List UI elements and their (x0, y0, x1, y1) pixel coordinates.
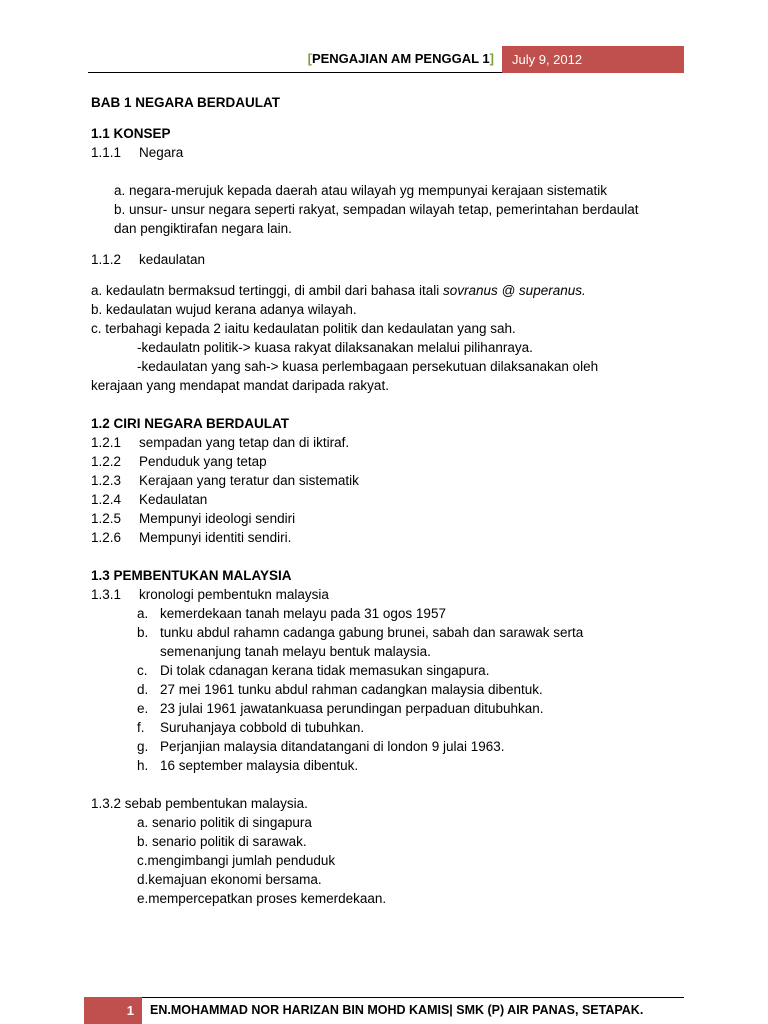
item-text: Mempunyi identiti sendiri. (139, 530, 292, 545)
item-1-1-1 (91, 143, 691, 162)
page-number: 1 (84, 997, 142, 1024)
section-heading-1-3: 1.3 PEMBENTUKAN MALAYSIA (91, 568, 292, 583)
chapter-heading: BAB 1 NEGARA BERDAULAT (91, 95, 280, 110)
section-heading-1-1: 1.1 KONSEP (91, 126, 171, 141)
header-date: July 9, 2012 (502, 46, 684, 73)
list-item (91, 509, 691, 528)
item-text: kemerdekaan tanah melayu pada 31 ogos 1957 (160, 606, 446, 621)
list-item (91, 699, 691, 718)
item-text: 27 mei 1961 tunku abdul rahman cadangkan malaysia dibentuk. (160, 682, 543, 697)
paragraph-line: b. unsur- unsur negara seperti rakyat, sempadan wilayah tetap, pemerintahan berdaulat (114, 202, 639, 217)
item-text: Mempunyi ideologi sendiri (139, 511, 296, 526)
list-item: a. senario politik di singapura (137, 815, 312, 830)
item-number: 1.1.2 (91, 252, 122, 267)
list-item (91, 642, 691, 661)
item-letter: e. (137, 701, 149, 716)
item-text: Di tolak cdanagan kerana tidak memasukan singapura. (160, 663, 490, 678)
item-text: Kedaulatan (139, 492, 208, 507)
list-item (91, 623, 691, 642)
list-item (91, 604, 691, 623)
item-1-3-2: 1.3.2 sebab pembentukan malaysia. (91, 796, 308, 811)
item-letter: f. (137, 720, 145, 735)
item-text: tunku abdul rahamn cadanga gabung brunei, sabah dan sarawak serta (160, 625, 584, 640)
footer-author: EN.MOHAMMAD NOR HARIZAN BIN MOHD KAMIS| SMK (P) AIR PANAS, SETAPAK. (150, 1003, 644, 1017)
list-item: b. senario politik di sarawak. (137, 834, 307, 849)
list-item (91, 680, 691, 699)
paragraph-line: kerajaan yang mendapat mandat daripada rakyat. (91, 378, 389, 393)
item-letter: g. (137, 739, 149, 754)
list-item (91, 661, 691, 680)
item-text: semenanjung tanah melayu bentuk malaysia. (160, 644, 431, 659)
italic-term: sovranus @ superanus. (442, 283, 586, 298)
item-1-1-2 (91, 250, 691, 269)
list-1-3-1 (91, 604, 691, 775)
header-title (308, 51, 494, 66)
item-letter: c. (137, 663, 148, 678)
item-letter: a. (137, 606, 149, 621)
paragraph-line: -kedaulatan yang sah-> kuasa perlembagaan persekutuan dilaksanakan oleh (137, 359, 599, 374)
item-number: 1.2.5 (91, 511, 122, 526)
list-1-3-2 (91, 813, 691, 908)
item-title: Negara (139, 145, 184, 160)
list-item: d.kemajuan ekonomi bersama. (137, 872, 322, 887)
header-bracket-close: ] (489, 51, 494, 66)
item-number: 1.2.4 (91, 492, 122, 507)
header-title-text: PENGAJIAN AM PENGGAL 1 (311, 51, 490, 66)
item-text: 16 september malaysia dibentuk. (160, 758, 359, 773)
item-1-3-1 (91, 585, 691, 604)
list-item (91, 452, 691, 471)
list-item (91, 471, 691, 490)
item-letter: d. (137, 682, 149, 697)
paragraph-line: b. kedaulatan wujud kerana adanya wilayah. (91, 302, 357, 317)
list-item (91, 490, 691, 509)
section-heading-1-2: 1.2 CIRI NEGARA BERDAULAT (91, 416, 290, 431)
list-item (91, 718, 691, 737)
paragraph-line (91, 281, 691, 300)
item-text: Perjanjian malaysia ditandatangani di london 9 julai 1963. (160, 739, 505, 754)
item-number: 1.3.1 (91, 587, 122, 602)
item-text: sempadan yang tetap dan di iktiraf. (139, 435, 350, 450)
item-title: kronologi pembentukn malaysia (139, 587, 329, 602)
item-title: kedaulatan (139, 252, 206, 267)
item-text: Suruhanjaya cobbold di tubuhkan. (160, 720, 365, 735)
paragraph-line: c. terbahagi kepada 2 iaitu kedaulatan politik dan kedaulatan yang sah. (91, 321, 516, 336)
list-item (91, 756, 691, 775)
item-number: 1.2.2 (91, 454, 122, 469)
list-item (91, 433, 691, 452)
page-header (88, 46, 684, 73)
list-item: e.mempercepatkan proses kemerdekaan. (137, 891, 387, 906)
item-number: 1.2.3 (91, 473, 122, 488)
document-body (91, 93, 691, 908)
item-text: 23 julai 1961 jawatankuasa perundingan perpaduan ditubuhkan. (160, 701, 544, 716)
item-letter: b. (137, 625, 149, 640)
list-item (91, 737, 691, 756)
header-bracket-open: [ (307, 51, 312, 66)
list-1-2 (91, 433, 691, 547)
paragraph-line: a. negara-merujuk kepada daerah atau wilayah yg mempunyai kerajaan sistematik (114, 183, 608, 198)
item-letter: h. (137, 758, 149, 773)
list-item (91, 528, 691, 547)
footer-rule (84, 997, 684, 998)
item-number: 1.1.1 (91, 145, 122, 160)
paragraph-line: dan pengiktirafan negara lain. (114, 221, 292, 236)
paragraph-text: a. kedaulatn bermaksud tertinggi, di ambil dari bahasa itali (91, 283, 443, 298)
list-item: c.mengimbangi jumlah penduduk (137, 853, 336, 868)
item-text: Penduduk yang tetap (139, 454, 267, 469)
paragraph-line: -kedaulatn politik-> kuasa rakyat dilaksanakan melalui pilihanraya. (137, 340, 533, 355)
item-number: 1.2.1 (91, 435, 122, 450)
item-number: 1.2.6 (91, 530, 122, 545)
page-footer (84, 997, 684, 1024)
item-text: Kerajaan yang teratur dan sistematik (139, 473, 359, 488)
